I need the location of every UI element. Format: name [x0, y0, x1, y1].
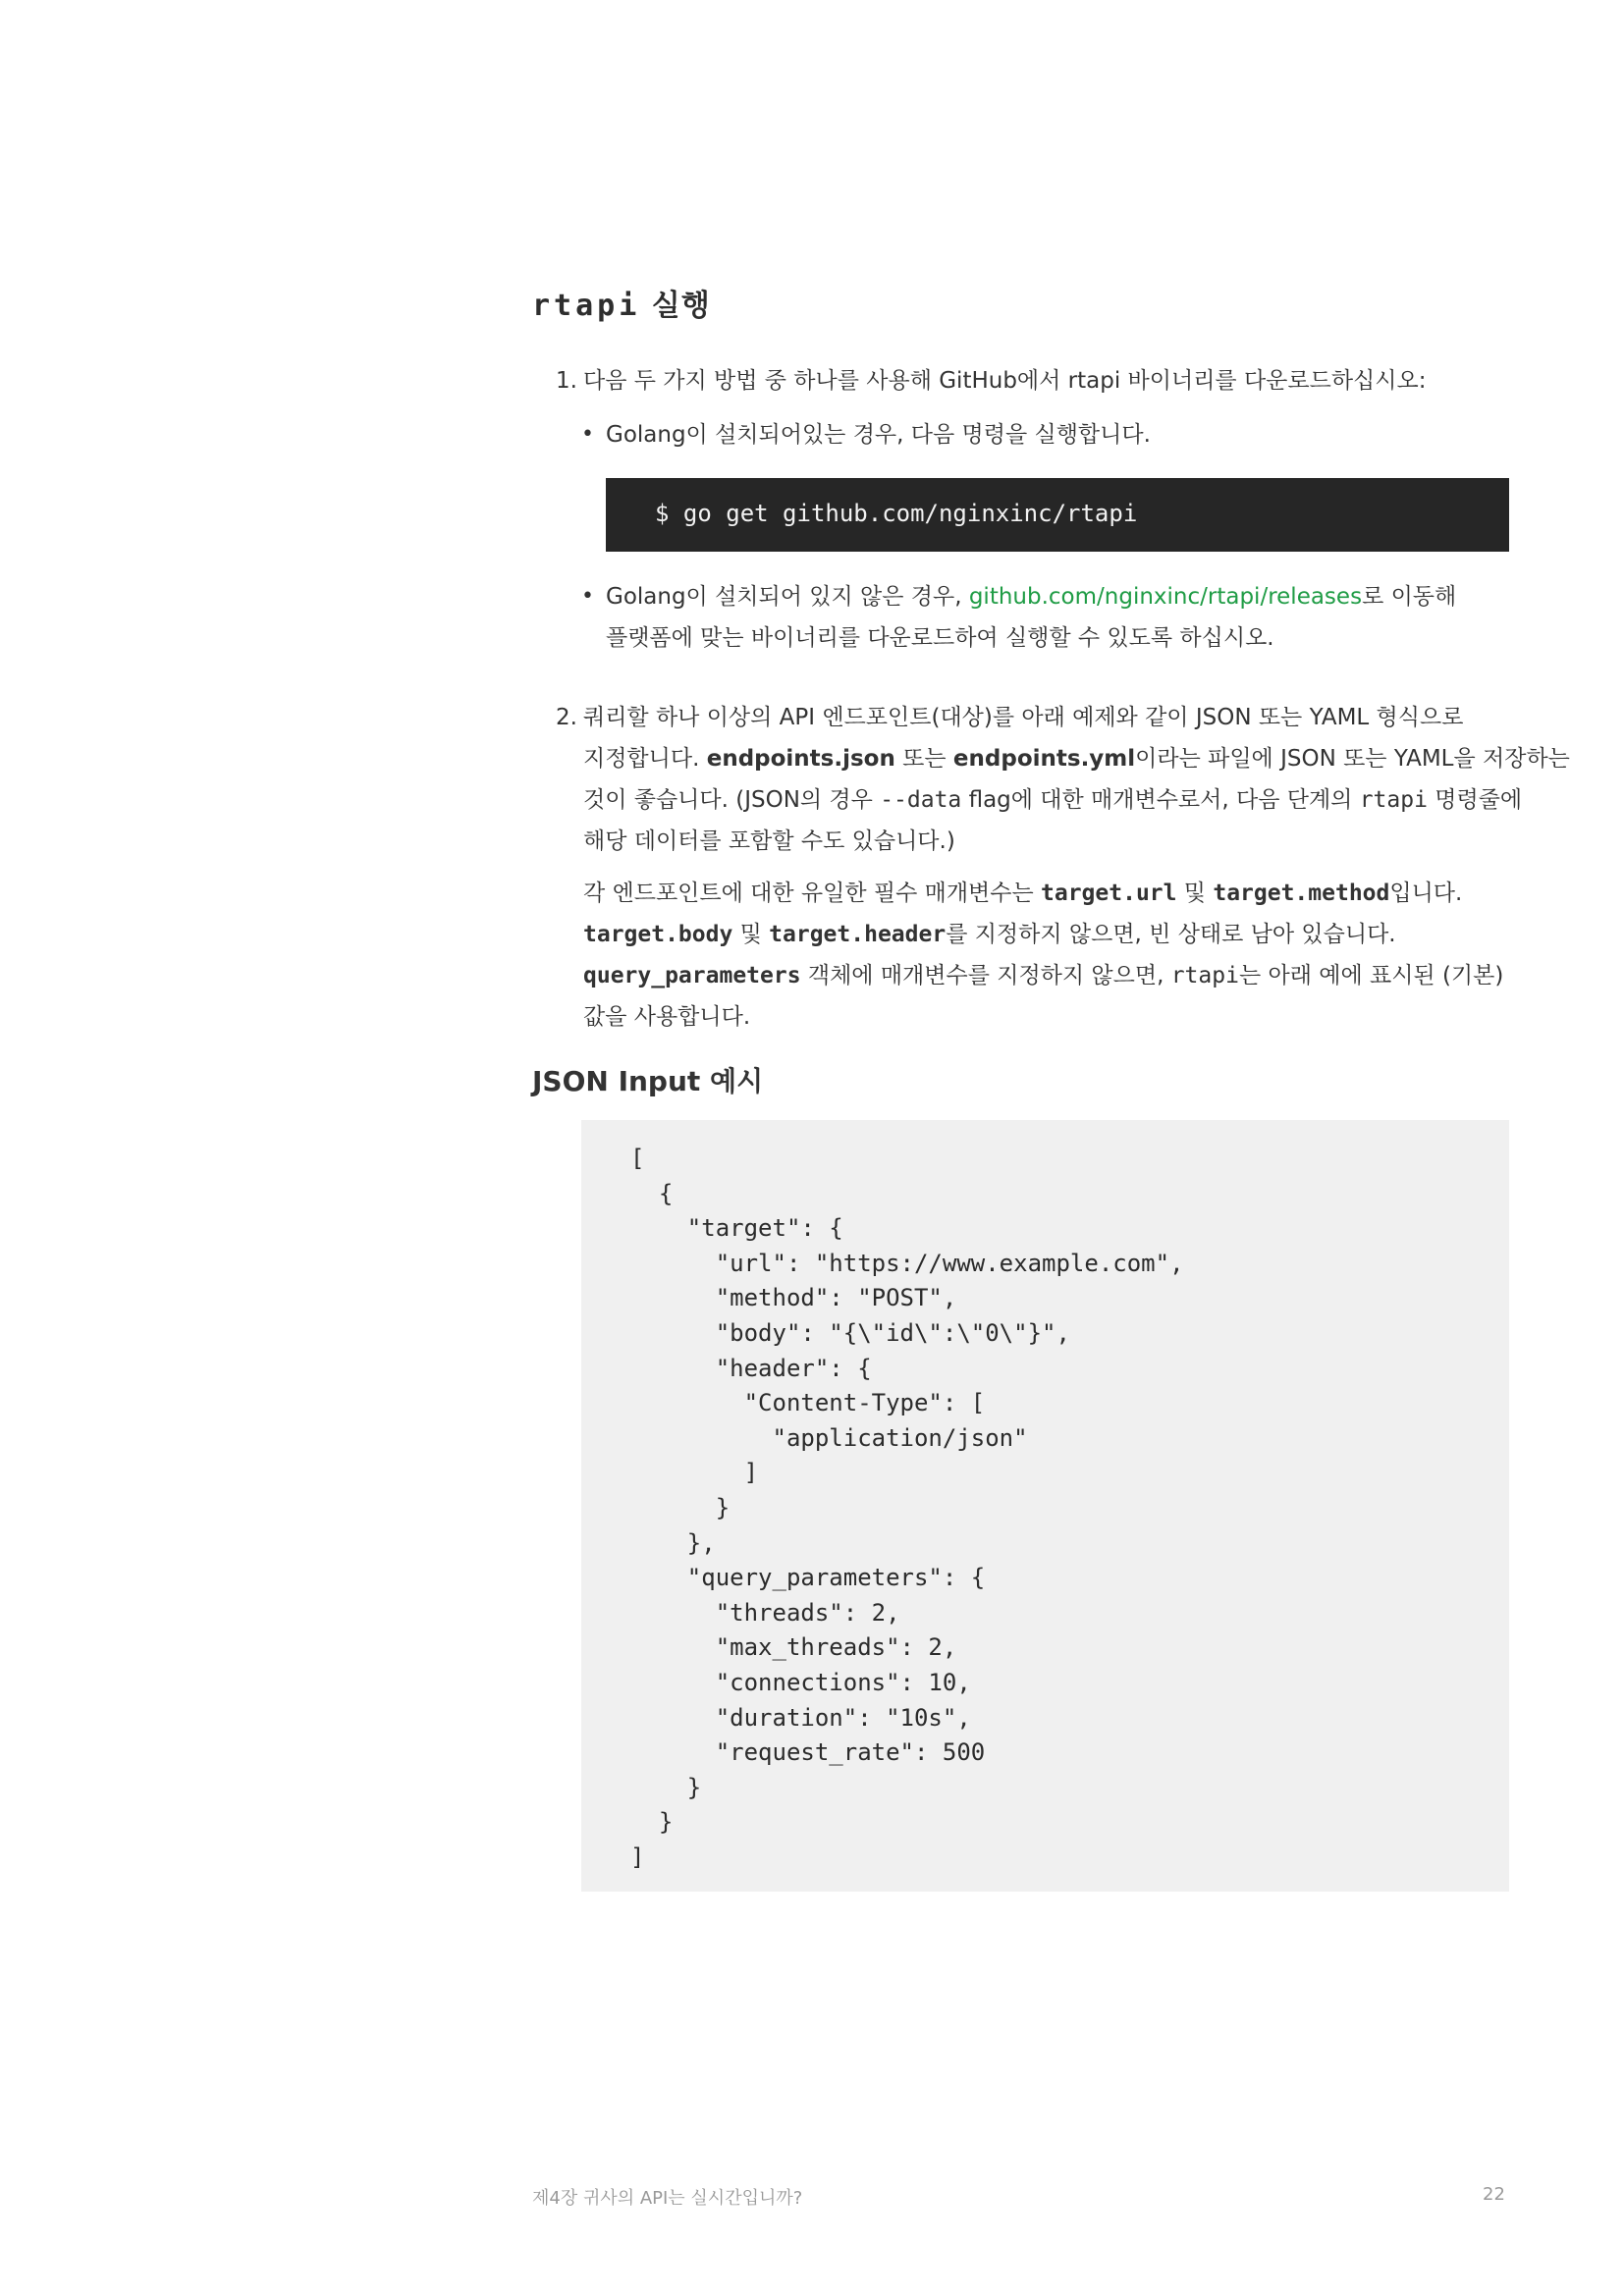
bullet1-text: Golang이 설치되어있는 경우, 다음 명령을 실행합니다.	[606, 422, 1151, 448]
param-target-method: target.method	[1213, 881, 1390, 906]
filename-json: endpoints.json	[706, 746, 895, 772]
bullet2-line2: 플랫폼에 맞는 바이너리를 다운로드하여 실행할 수 있도록 하십시오.	[606, 625, 1274, 651]
text: 지정합니다.	[583, 746, 707, 772]
param-target-header: target.header	[769, 922, 947, 947]
filename-yml: endpoints.yml	[952, 746, 1136, 772]
data-flag: --data	[880, 787, 962, 813]
text: 및	[1176, 881, 1214, 906]
step2-line4: 해당 데이터를 포함할 수도 있습니다.)	[583, 828, 955, 854]
bullet-marker: •	[581, 584, 594, 609]
text: 또는	[894, 746, 953, 772]
bullet2-text-end: 로 이동해	[1362, 584, 1457, 610]
param-target-url: target.url	[1041, 881, 1177, 906]
text: 입니다.	[1389, 881, 1463, 906]
command-block	[606, 478, 1509, 552]
text: 것이 좋습니다. (JSON의 경우	[583, 787, 881, 813]
title-text: 실행	[640, 289, 711, 323]
text: 이라는 파일에 JSON 또는 YAML을 저장하는	[1135, 746, 1570, 772]
bullet2-line1	[606, 576, 1456, 617]
footer-chapter: 제4장 귀사의 API는 실시간입니까?	[532, 2188, 803, 2209]
rtapi-inline: rtapi	[1359, 787, 1428, 813]
text: 및	[732, 922, 770, 947]
text: 를 지정하지 않으면, 빈 상태로 남아 있습니다.	[946, 922, 1396, 947]
json-code-block	[581, 1120, 1509, 1892]
step1-text: 다음 두 가지 방법 중 하나를 사용해 GitHub에서 rtapi 바이너리를 다운로드하십시오:	[583, 368, 1427, 394]
step1-number: 1.	[556, 368, 577, 394]
param-query-parameters: query_parameters	[583, 963, 801, 988]
text: 명령줄에	[1427, 787, 1523, 813]
param-target-body: target.body	[583, 922, 733, 947]
text: flag에 대한 매개변수로서, 다음 단계의	[961, 787, 1360, 813]
step2-number: 2.	[556, 705, 577, 730]
params-line1	[583, 873, 1462, 914]
params-line2	[583, 914, 1396, 955]
text: 객체에 매개변수를 지정하지 않으면,	[800, 963, 1171, 988]
title-command: rtapi	[532, 289, 641, 323]
text: 각 엔드포인트에 대한 유일한 필수 매개변수는	[583, 881, 1042, 906]
params-line4: 값을 사용합니다.	[583, 1004, 751, 1030]
rtapi-inline: rtapi	[1170, 963, 1239, 988]
bullet2-text: Golang이 설치되어 있지 않은 경우,	[606, 584, 969, 610]
json-code-text: [ { "target": { "url": "https://www.example.com", "method": "POST", "body": "{\"id\":\"0\"}", "header": { "Content-Type": [ "application/json" ] } }, "query_parameters": { "threads": 2, "max_threads": 2, "connections": 10, "duration": "10s", "request_rate": 500 } } ]	[630, 1145, 1184, 1871]
releases-link[interactable]: github.com/nginxinc/rtapi/releases	[968, 584, 1363, 610]
params-line3	[583, 955, 1503, 996]
page-number: 22	[1483, 2184, 1505, 2205]
command-text: $ go get github.com/nginxinc/rtapi	[655, 500, 1138, 527]
section-title	[532, 281, 711, 324]
bullet-marker: •	[581, 422, 594, 447]
text: 는 아래 예에 표시된 (기본)	[1238, 963, 1504, 988]
step2-line2	[583, 738, 1570, 779]
step2-line1: 쿼리할 하나 이상의 API 엔드포인트(대상)를 아래 예제와 같이 JSON 또는 YAML 형식으로	[583, 705, 1464, 730]
step2-line3	[583, 779, 1522, 821]
json-example-heading: JSON Input 예시	[532, 1065, 764, 1097]
